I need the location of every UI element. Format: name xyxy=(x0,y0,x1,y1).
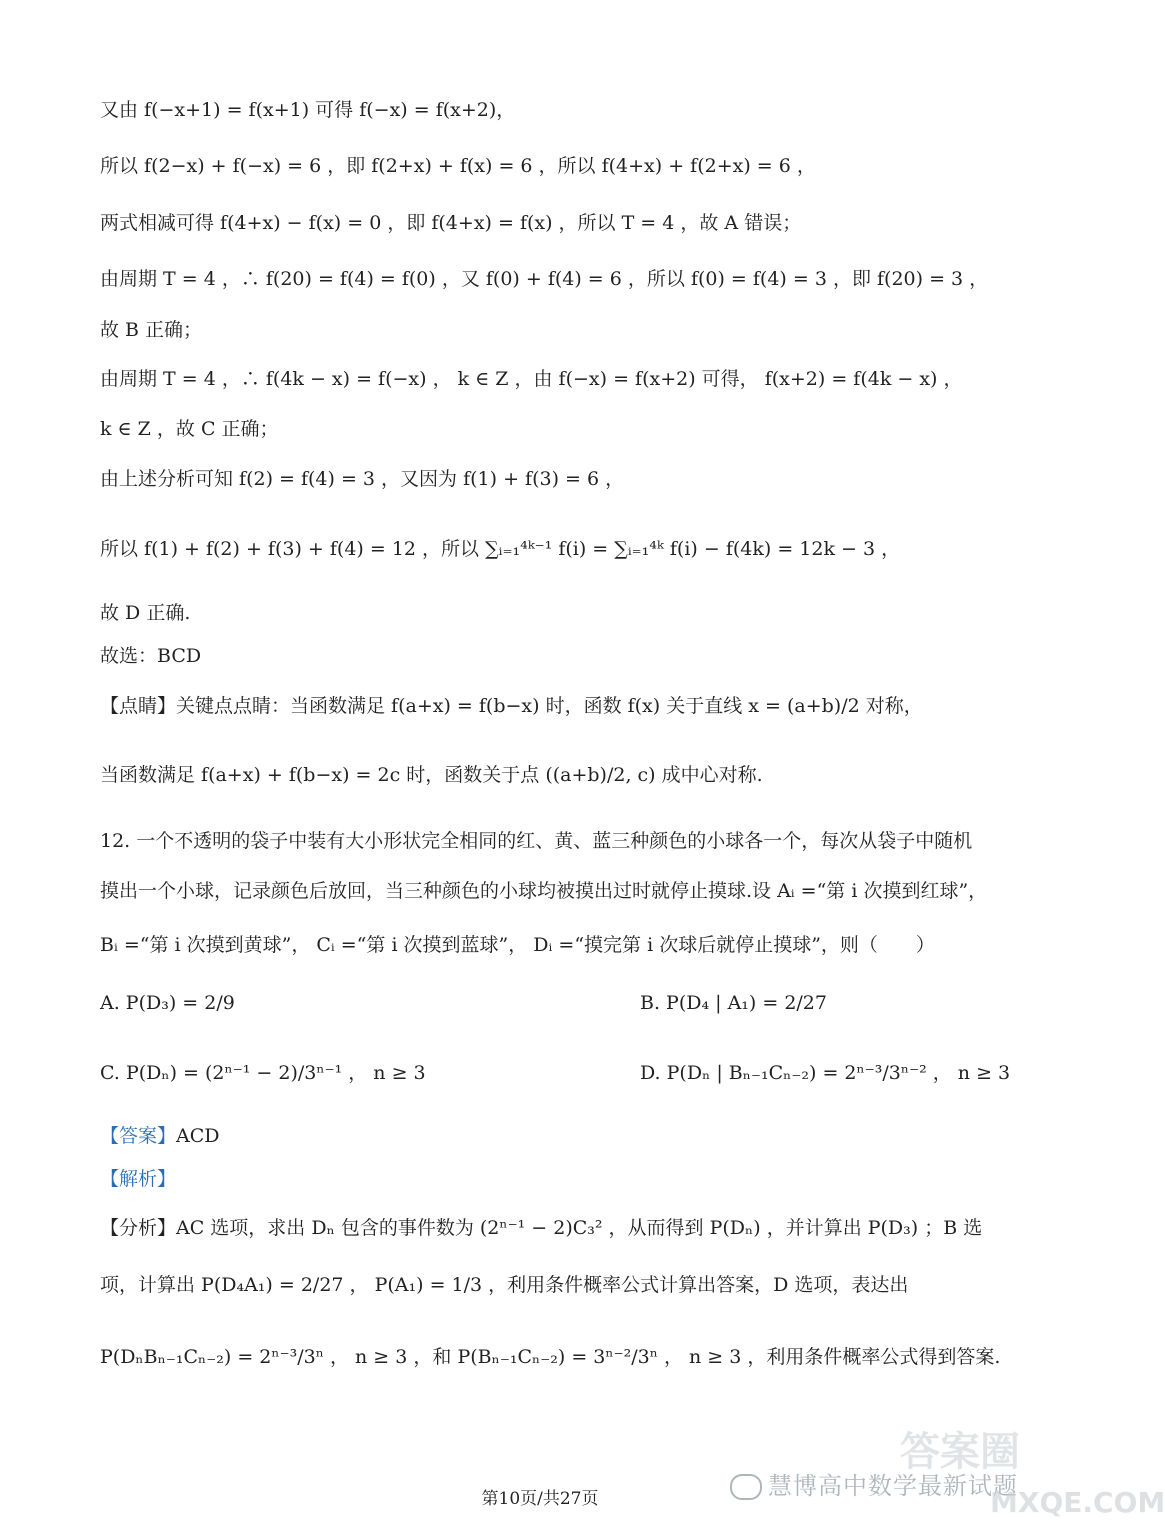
text-line: 由周期 T = 4 ，∴ f(20) = f(4) = f(0) ，又 f(0) + f(4) = 6 ，所以 f(0) = f(4) = 3 ，即 f(20) = 3 ， xyxy=(100,268,989,290)
answer-tag: 【答案】 xyxy=(100,1125,177,1147)
question-text: Bᵢ =“第 i 次摸到黄球”， Cᵢ =“第 i 次摸到蓝球”， Dᵢ =“摸完第 i 次球后就停止摸球”，则（ ） xyxy=(100,934,935,956)
watermark-logo: 答案圈 xyxy=(900,1429,1020,1475)
analysis-text: P(DₙBₙ₋₁Cₙ₋₂) = 2ⁿ⁻³/3ⁿ ， n ≥ 3 ，和 P(Bₙ₋₁Cₙ₋₂) = 3ⁿ⁻²/3ⁿ ， n ≥ 3 ，利用条件概率公式得到答案. xyxy=(100,1346,1001,1368)
tip-tag: 【点睛】 xyxy=(100,695,177,717)
text-line: 故 B 正确； xyxy=(100,319,203,341)
text-line: 由周期 T = 4 ，∴ f(4k − x) = f(−x) ， k ∈ Z ，由 f(−x) = f(x+2) 可得， f(x+2) = f(4k − x) ， xyxy=(100,368,963,390)
text-line: 故选：BCD xyxy=(100,645,202,667)
tip-line: 当函数满足 f(a+x) + f(b−x) = 2c 时，函数关于点 ((a+b)/2, c) 成中心对称. xyxy=(100,764,763,786)
analysis-text: 【分析】AC 选项，求出 Dₙ 包含的事件数为 (2ⁿ⁻¹ − 2)C₃² ，从而得到 P(Dₙ) ，并计算出 P(D₃) ；B 选 xyxy=(100,1217,983,1239)
analysis-tag: 【解析】 xyxy=(100,1168,177,1190)
text-line: 所以 f(2−x) + f(−x) = 6 ，即 f(2+x) + f(x) = 6 ，所以 f(4+x) + f(2+x) = 6 ， xyxy=(100,155,816,177)
option-a: A. P(D₃) = 2/9 xyxy=(100,992,235,1014)
text-line: 所以 f(1) + f(2) + f(3) + f(4) = 12 ，所以 ∑ᵢ₌₁⁴ᵏ⁻¹ f(i) = ∑ᵢ₌₁⁴ᵏ f(i) − f(4k) = 12k − 3 ， xyxy=(100,538,901,560)
option-d: D. P(Dₙ | Bₙ₋₁Cₙ₋₂) = 2ⁿ⁻³/3ⁿ⁻² ， n ≥ 3 xyxy=(640,1062,1011,1084)
question-text: 摸出一个小球，记录颜色后放回，当三种颜色的小球均被摸出过时就停止摸球.设 Aᵢ =“第 i 次摸到红球”， xyxy=(100,880,988,902)
option-row xyxy=(100,994,1010,1013)
text-line: 又由 f(−x+1) = f(x+1) 可得 f(−x) = f(x+2)， xyxy=(100,99,516,121)
watermark-text: 慧博高中数学最新试题 xyxy=(768,1472,1018,1500)
text-line: k ∈ Z ，故 C 正确； xyxy=(100,418,279,440)
tip-line xyxy=(100,697,1010,716)
option-b: B. P(D₄ | A₁) = 2/27 xyxy=(640,992,827,1014)
answer-value: ACD xyxy=(176,1125,220,1147)
text-line: 两式相减可得 f(4+x) − f(x) = 0 ，即 f(4+x) = f(x) ，所以 T = 4 ，故 A 错误； xyxy=(100,212,802,234)
watermark-site: MXQE.COM xyxy=(990,1486,1165,1519)
option-c: C. P(Dₙ) = (2ⁿ⁻¹ − 2)/3ⁿ⁻¹ ， n ≥ 3 xyxy=(100,1062,426,1084)
text-line: 由上述分析可知 f(2) = f(4) = 3 ，又因为 f(1) + f(3) = 6 ， xyxy=(100,468,625,490)
text-line: 故 D 正确. xyxy=(100,602,191,624)
question-text: 12. 一个不透明的袋子中装有大小形状完全相同的红、黄、蓝三种颜色的小球各一个，每次从袋子中随机 xyxy=(100,830,973,852)
tip-text: 关键点点睛：当函数满足 f(a+x) = f(b−x) 时，函数 f(x) 关于直线 x = (a+b)/2 对称， xyxy=(176,695,923,717)
analysis-text: 项，计算出 P(D₄A₁) = 2/27 ， P(A₁) = 1/3 ，利用条件概率公式计算出答案，D 选项，表达出 xyxy=(100,1274,909,1296)
answer-line xyxy=(100,1127,1010,1146)
option-row xyxy=(100,1064,1010,1083)
page-number: 第10页/共27页 xyxy=(481,1489,599,1509)
